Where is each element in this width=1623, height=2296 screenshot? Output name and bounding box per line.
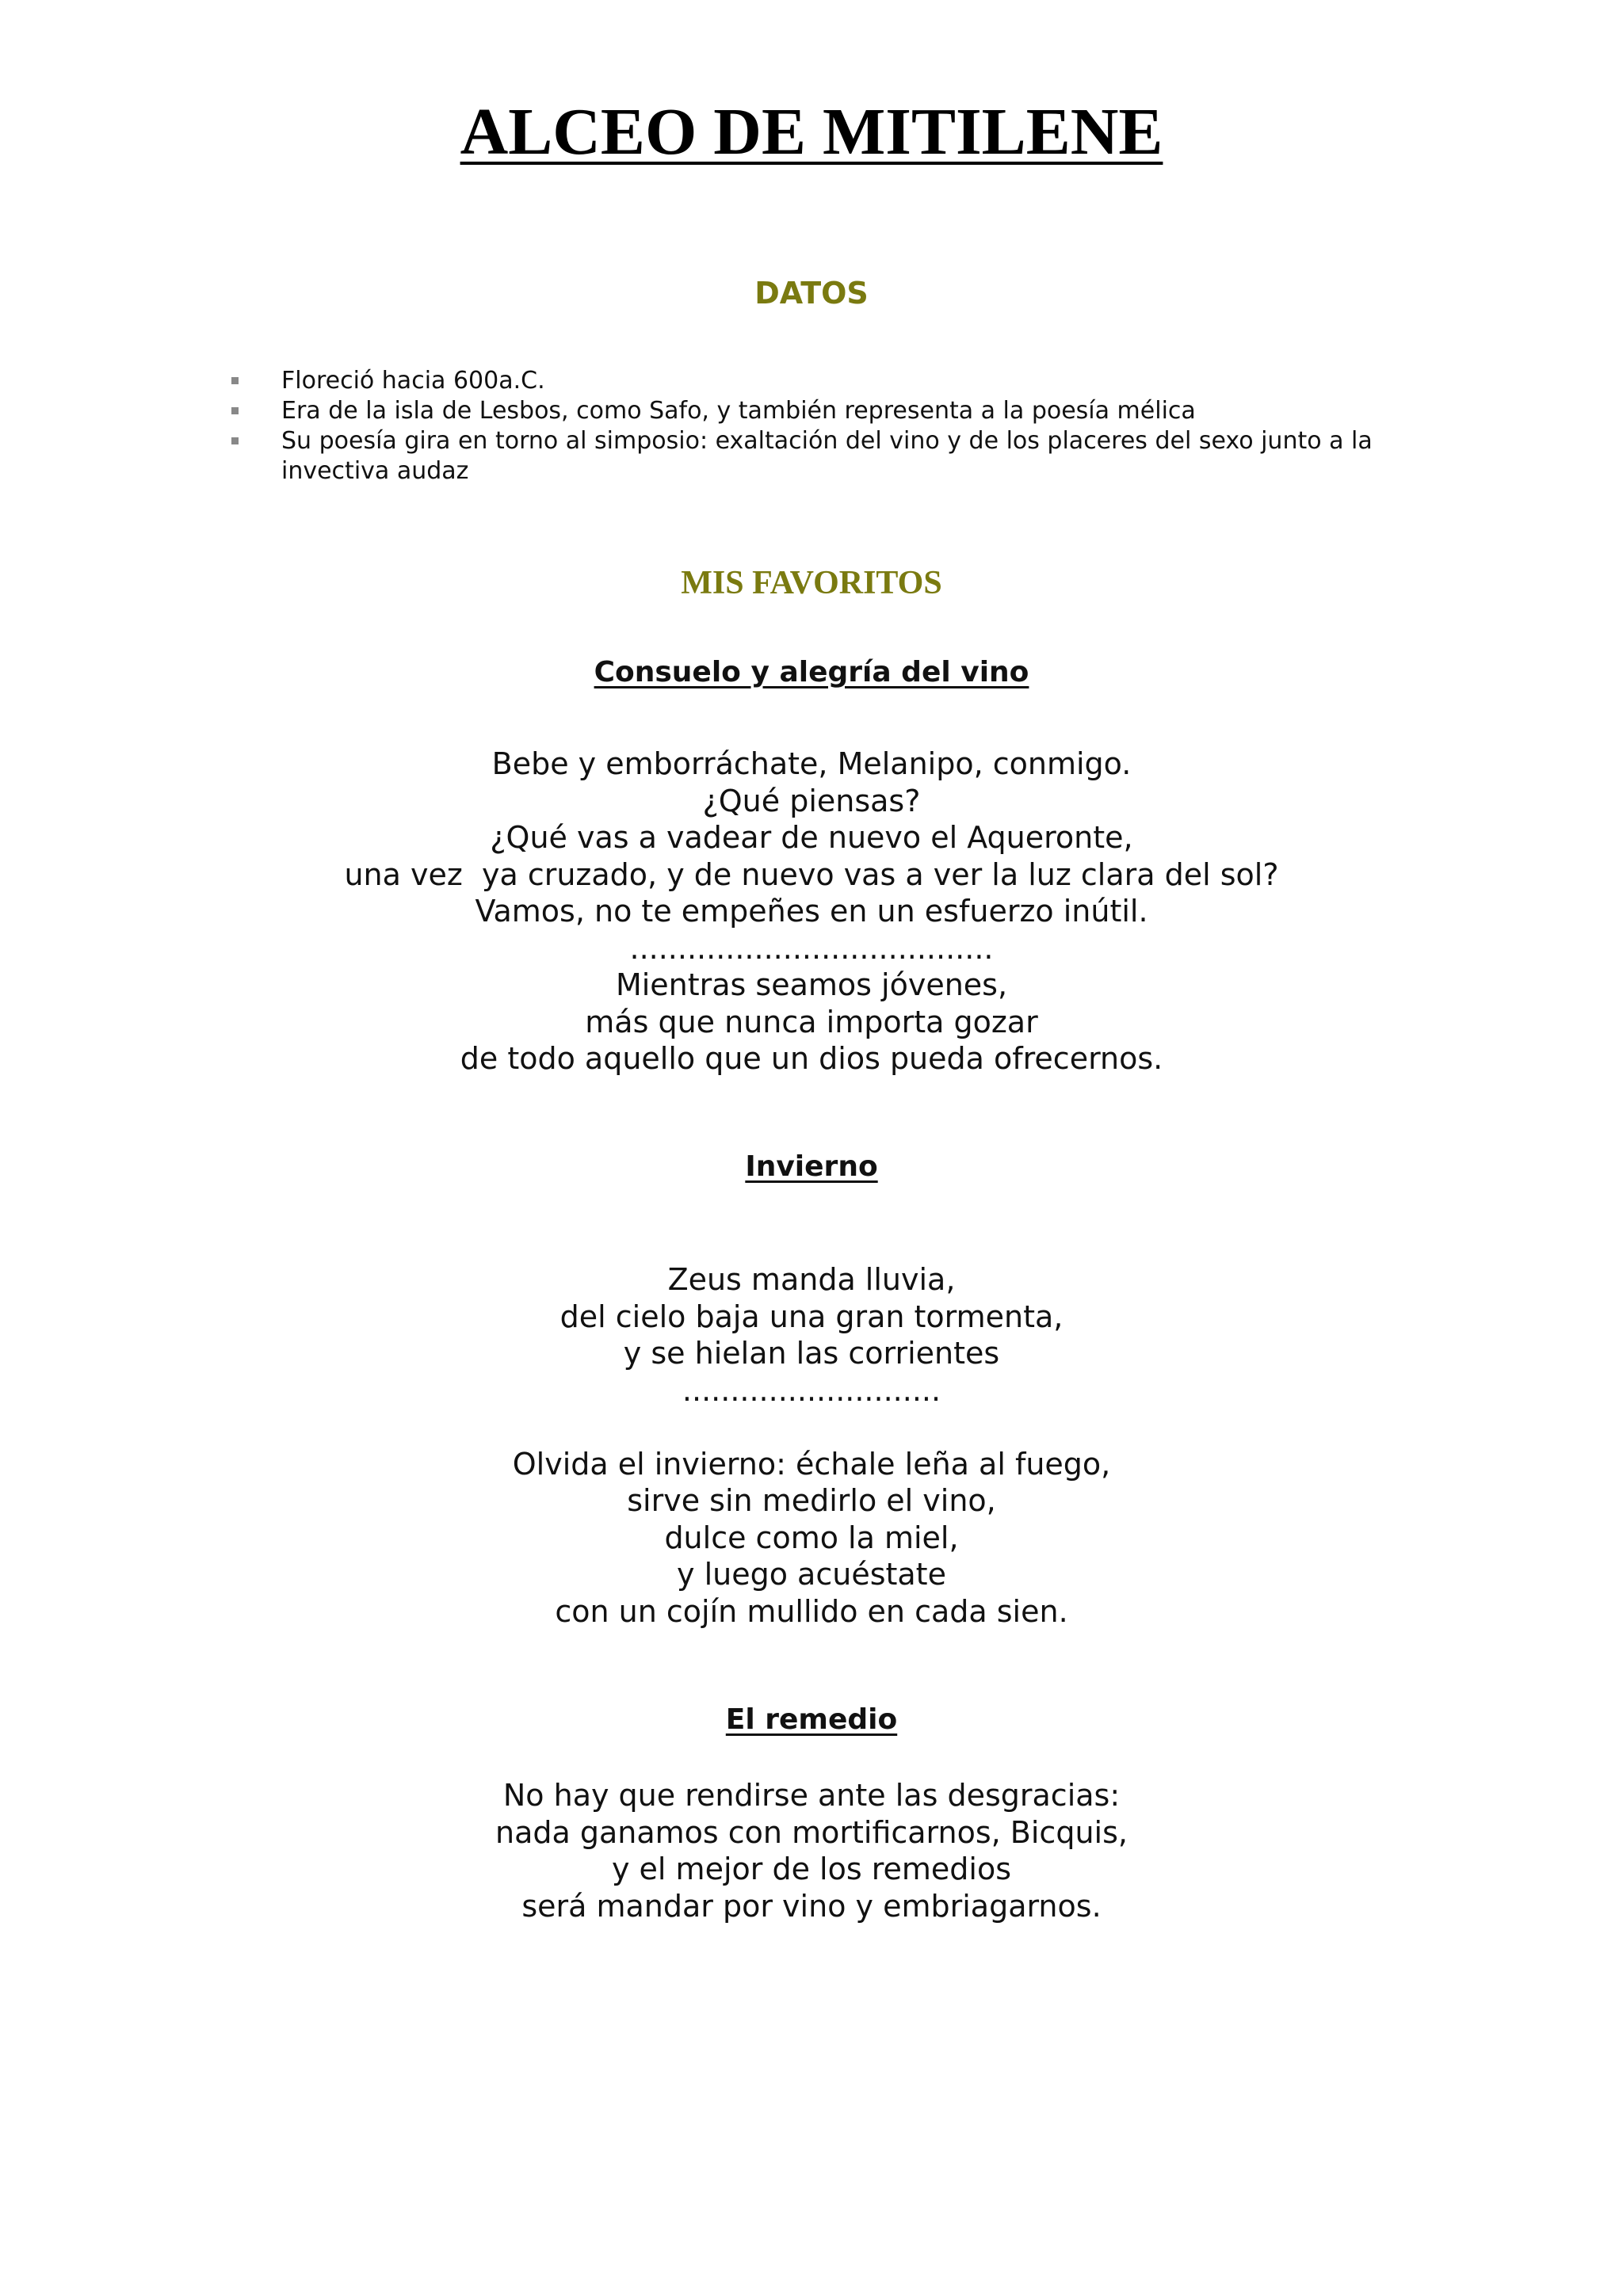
poem-line: del cielo baja una gran tormenta, (559, 1299, 1064, 1334)
list-item (231, 426, 1412, 486)
poem-line: No hay que rendirse ante las desgracias: (502, 1778, 1121, 1813)
poem-line: y luego acuéstate (677, 1557, 946, 1592)
poem-title-consuelo: Consuelo y alegría del vino (594, 656, 1029, 688)
poem-line: Olvida el invierno: échale leña al fuego, (512, 1446, 1111, 1482)
list-item-text: Floreció hacia 600a.C. (281, 367, 545, 395)
poem-line: dulce como la miel, (664, 1520, 959, 1555)
poem-line: Zeus manda lluvia, (667, 1262, 956, 1297)
poem-consuelo (0, 746, 1623, 1077)
poem-line: Bebe y emborráchate, Melanipo, conmigo. (491, 746, 1132, 781)
poem-line: más que nunca importa gozar (585, 1004, 1038, 1039)
square-bullet-icon (231, 437, 239, 444)
poem-line: y el mejor de los remedios (611, 1852, 1012, 1886)
poem-title-remedio: El remedio (725, 1703, 898, 1736)
poem-line: ¿Qué piensas? (702, 783, 921, 818)
poem-line: sirve sin medirlo el vino, (627, 1483, 996, 1518)
list-item (231, 366, 1412, 396)
datos-list (231, 366, 1412, 486)
poem-remedio (0, 1777, 1623, 1924)
poem-line: Vamos, no te empeñes en un esfuerzo inútil. (475, 894, 1148, 929)
page-title: ALCEO DE MITILENE (460, 95, 1163, 169)
poem-line: de todo aquello que un dios pueda ofrecernos. (460, 1041, 1163, 1076)
square-bullet-icon (231, 407, 239, 414)
poem-line: ¿Qué vas a vadear de nuevo el Aqueronte, (490, 820, 1133, 855)
poem-line: y se hielan las corrientes (623, 1336, 1000, 1371)
poem-invierno (0, 1261, 1623, 1630)
section-heading-datos: DATOS (754, 276, 869, 311)
poem-line: ........................... (682, 1372, 941, 1408)
square-bullet-icon (231, 377, 239, 384)
poem-line (0, 1409, 1623, 1446)
section-heading-favoritos: MIS FAVORITOS (681, 565, 942, 601)
poem-line: ...................................... (629, 930, 994, 966)
poem-line: una vez ya cruzado, y de nuevo vas a ver la luz clara del sol? (344, 856, 1279, 892)
list-item (231, 396, 1412, 426)
poem-line: Mientras seamos jóvenes, (615, 967, 1008, 1002)
poem-title-invierno: Invierno (745, 1150, 878, 1183)
list-item-text: Era de la isla de Lesbos, como Safo, y también representa a la poesía mélica (281, 397, 1196, 425)
list-item-text: Su poesía gira en torno al simposio: exaltación del vino y de los placeres del sexo junto a la invectiva audaz (281, 427, 1373, 485)
poem-line: nada ganamos con mortificarnos, Bicquis, (495, 1814, 1128, 1850)
poem-line: con un cojín mullido en cada sien. (555, 1593, 1068, 1629)
poem-line: será mandar por vino y embriagarnos. (521, 1888, 1102, 1924)
